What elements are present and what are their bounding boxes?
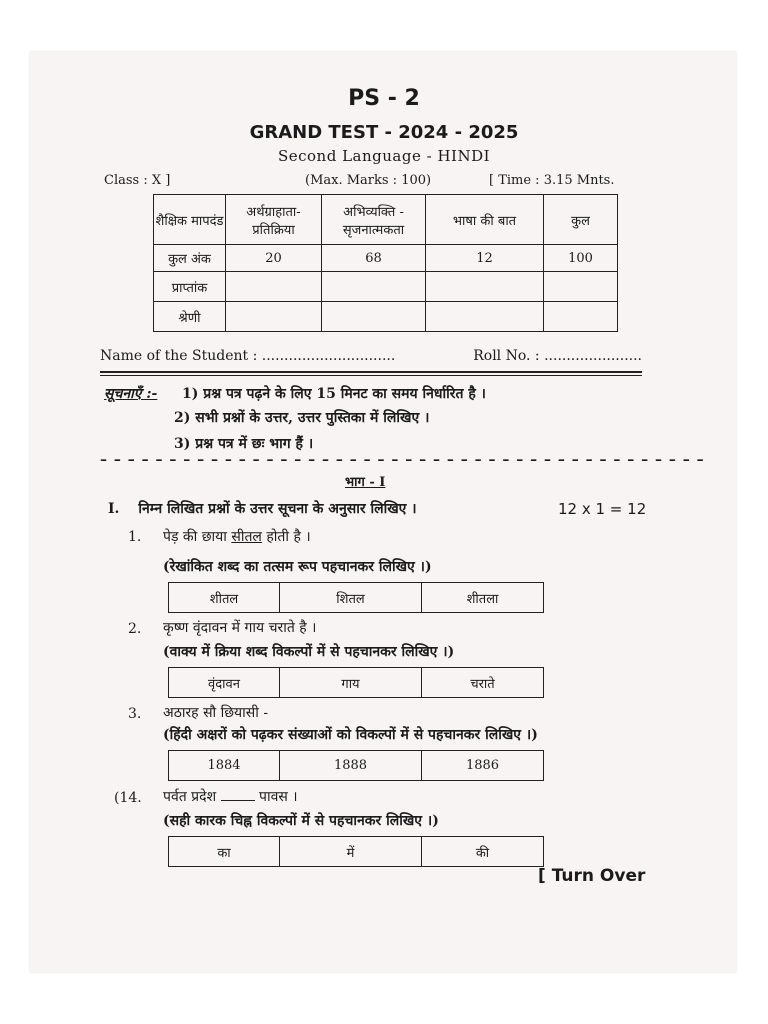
marks-cell: कुल अंक	[154, 245, 226, 272]
option-cell: 1888	[280, 751, 422, 781]
q1-text	[163, 527, 311, 546]
subject-line: Second Language - HINDI	[277, 147, 491, 165]
option-cell: गाय	[280, 668, 422, 698]
instructions-heading: सूचनाएँ :-	[104, 386, 158, 402]
roll-number-field: Roll No. : ......................	[473, 348, 642, 364]
marks-cell	[426, 302, 544, 332]
time-label: [ Time : 3.15 Mnts.	[489, 173, 615, 188]
option-cell: शीतला	[422, 583, 544, 613]
marks-cell	[544, 272, 618, 302]
marks-grade-row	[154, 302, 618, 332]
marks-cell: 20	[226, 245, 322, 272]
marks-cell: 68	[322, 245, 426, 272]
class-label: Class : X ]	[104, 173, 171, 188]
q1-text-before: पेड़ की छाया	[163, 529, 232, 545]
question-number: I.	[108, 501, 120, 517]
double-rule-top	[100, 371, 642, 373]
option-cell: की	[422, 837, 544, 867]
instruction-item: 1) प्रश्न पत्र पढ़ने के लिए 15 मिनट का समय निर्धारित है ।	[182, 386, 486, 402]
marks-table	[153, 194, 618, 332]
option-cell: का	[169, 837, 280, 867]
marks-cell: श्रेणी	[154, 302, 226, 332]
marks-cell: 12	[426, 245, 544, 272]
student-info-line	[100, 348, 642, 364]
part-label: भाग - I	[345, 475, 386, 490]
marks-cell	[322, 302, 426, 332]
dashed-separator: – – – – – – – – – – – – – – – – – – – – – – – – – – – – – – – – – – – – – – – – – – – –	[100, 452, 705, 468]
marks-cell: अभिव्यक्ति - सृजनात्मकता	[322, 195, 426, 245]
marks-cell	[544, 302, 618, 332]
q4-options	[168, 836, 544, 867]
q1-instruction: (रेखांकित शब्द का तत्सम रूप पहचानकर लिखिए ।)	[163, 559, 432, 575]
marks-cell	[226, 302, 322, 332]
marks-header-row	[154, 195, 618, 245]
q3-instruction: (हिंदी अक्षरों को पढ़कर संख्याओं को विकल्पों में से पहचानकर लिखिए ।)	[163, 727, 538, 743]
q3-options	[168, 750, 544, 781]
marks-cell	[322, 272, 426, 302]
option-cell: 1884	[169, 751, 280, 781]
double-rule-bottom	[100, 375, 642, 376]
q1-number: 1.	[128, 529, 142, 545]
instruction-item: 3) प्रश्न पत्र में छः भाग हैं ।	[174, 436, 314, 452]
marks-cell: भाषा की बात	[426, 195, 544, 245]
q1-options	[168, 582, 544, 613]
marks-cell: कुल	[544, 195, 618, 245]
option-cell: में	[280, 837, 422, 867]
q2-instruction: (वाक्य में क्रिया शब्द विकल्पों में से पहचानकर लिखिए ।)	[163, 644, 455, 660]
q4-text-after: पावस ।	[254, 789, 298, 805]
paper-code: PS - 2	[348, 86, 420, 111]
q1-text-after: होती है ।	[261, 529, 311, 545]
marks-obtained-row	[154, 272, 618, 302]
option-cell: 1886	[422, 751, 544, 781]
marks-cell: अर्थग्राहाता-प्रतिक्रिया	[226, 195, 322, 245]
option-cell: वृंदावन	[169, 668, 280, 698]
marks-cell	[426, 272, 544, 302]
marks-total-row	[154, 245, 618, 272]
question-heading-text: निम्न लिखित प्रश्नों के उत्तर सूचना के अनुसार लिखिए ।	[138, 501, 417, 517]
q2-text: कृष्ण वृंदावन में गाय चराते है ।	[163, 620, 317, 636]
turn-over-label: [ Turn Over	[538, 866, 646, 886]
exam-title: GRAND TEST - 2024 - 2025	[249, 122, 519, 143]
q4-number: (14.	[114, 790, 142, 806]
q1-underlined-word: सीतल	[231, 529, 262, 545]
q4-text-before: पर्वत प्रदेश	[163, 789, 221, 805]
q4-text	[163, 787, 298, 806]
q3-number: 3.	[128, 706, 142, 722]
marks-cell: 100	[544, 245, 618, 272]
q2-options	[168, 667, 544, 698]
q2-number: 2.	[128, 621, 142, 637]
question-heading	[108, 499, 417, 518]
option-cell: शीतल	[169, 583, 280, 613]
marks-cell: प्राप्तांक	[154, 272, 226, 302]
q4-instruction: (सही कारक चिह्न विकल्पों में से पहचानकर लिखिए ।)	[163, 813, 439, 829]
option-cell: चराते	[422, 668, 544, 698]
student-name-field: Name of the Student : ..............................	[100, 348, 396, 364]
max-marks: (Max. Marks : 100)	[305, 173, 432, 188]
marks-cell: शैक्षिक मापदंड	[154, 195, 226, 245]
q4-blank	[221, 788, 255, 801]
option-cell: शितल	[280, 583, 422, 613]
marks-cell	[226, 272, 322, 302]
q3-text: अठारह सौ छियासी -	[163, 705, 269, 721]
question-marks: 12 x 1 = 12	[558, 500, 647, 518]
instruction-item: 2) सभी प्रश्नों के उत्तर, उत्तर पुस्तिका में लिखिए ।	[174, 410, 430, 426]
